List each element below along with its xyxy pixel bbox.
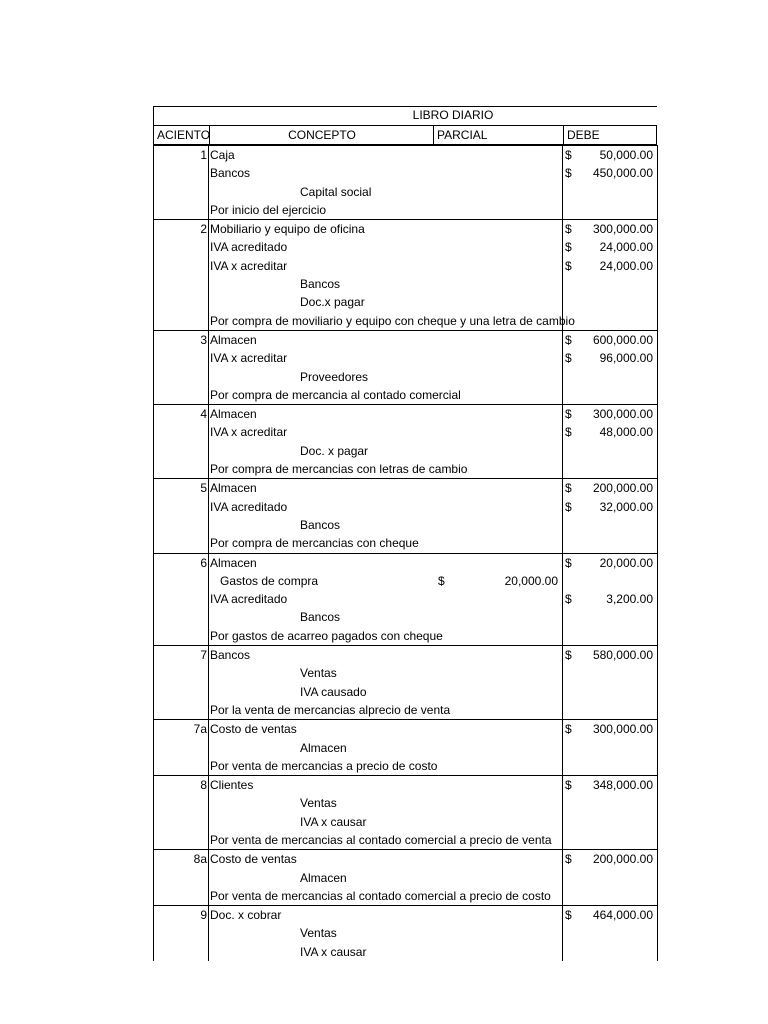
journal-row (154, 905, 657, 924)
debe-currency: $ (565, 555, 572, 570)
header-concepto: CONCEPTO (209, 126, 434, 144)
account-concept: IVA acreditado (210, 592, 288, 607)
journal-row (154, 183, 657, 201)
debe-amount: 450,000.00 (592, 166, 653, 181)
journal-row (154, 275, 657, 293)
journal-row (154, 553, 657, 572)
journal-row (154, 293, 657, 311)
account-concept: Por venta de mercancias al contado comercial a precio de venta (210, 832, 552, 847)
parcial-currency: $ (438, 573, 445, 588)
divider-right (657, 145, 658, 961)
account-concept: Por inicio del ejercicio (210, 202, 327, 217)
debe-amount: 96,000.00 (599, 351, 653, 366)
debe-amount: 300,000.00 (592, 722, 653, 737)
account-concept: Bancos (210, 166, 251, 181)
journal-row (154, 627, 657, 645)
header-asiento: ACIENTO (157, 128, 211, 142)
journal-row (154, 849, 657, 868)
journal-row (154, 386, 657, 404)
entry-number: 3 (200, 332, 207, 347)
entry-number: 7 (200, 648, 207, 663)
journal-row (154, 330, 657, 349)
journal-row (154, 423, 657, 441)
debe-currency: $ (565, 425, 572, 440)
journal-row (154, 404, 657, 423)
debe-amount: 32,000.00 (599, 499, 653, 514)
entry-number: 1 (200, 148, 207, 162)
journal-row (154, 775, 657, 794)
account-concept: Por compra de moviliario y equipo con cheque y una letra de cambio (210, 313, 575, 328)
entry-number: 6 (200, 555, 207, 570)
entry-number: 9 (200, 908, 207, 923)
journal-row (154, 943, 657, 961)
entry-number: 7a (193, 722, 207, 737)
debe-amount: 300,000.00 (592, 222, 653, 237)
debe-currency: $ (565, 240, 572, 255)
journal-row (154, 664, 657, 682)
account-concept: Por gastos de acarreo pagados con cheque (210, 628, 443, 643)
account-concept: IVA acreditado (210, 499, 288, 514)
journal-row (154, 498, 657, 516)
account-concept: Almacen (210, 407, 257, 422)
journal-title: LIBRO DIARIO (412, 108, 494, 122)
account-concept: Bancos (300, 277, 341, 292)
journal-row (154, 572, 657, 590)
journal-row (154, 719, 657, 738)
journal-row (154, 219, 657, 238)
account-concept: Almacen (210, 332, 257, 347)
journal-row (154, 757, 657, 775)
account-concept: Proveedores (300, 369, 369, 384)
journal-row (154, 590, 657, 608)
entry-number: 4 (200, 407, 207, 422)
account-concept: Bancos (210, 648, 251, 663)
journal-row (154, 368, 657, 386)
debe-amount: 348,000.00 (592, 778, 653, 793)
column-header-row (153, 125, 657, 144)
account-concept: Por compra de mercancias con letras de cambio (210, 462, 468, 477)
debe-amount: 20,000.00 (599, 555, 653, 570)
debe-amount: 3,200.00 (606, 592, 653, 607)
entry-number: 8 (200, 778, 207, 793)
journal-body (153, 144, 657, 961)
journal-row (154, 478, 657, 497)
debe-currency: $ (565, 592, 572, 607)
journal-row (154, 813, 657, 831)
account-concept: Bancos (300, 517, 341, 532)
journal-row (154, 831, 657, 849)
debe-currency: $ (565, 908, 572, 923)
debe-currency: $ (565, 778, 572, 793)
debe-currency: $ (565, 499, 572, 514)
debe-currency: $ (565, 351, 572, 366)
journal-row (154, 145, 657, 164)
journal-row (154, 460, 657, 478)
debe-currency: $ (565, 722, 572, 737)
debe-currency: $ (565, 258, 572, 273)
account-concept: Ventas (300, 796, 337, 811)
journal-row (154, 516, 657, 534)
debe-amount: 24,000.00 (599, 258, 653, 273)
debe-amount: 300,000.00 (592, 407, 653, 422)
account-concept: IVA x acreditar (210, 425, 288, 440)
account-concept: Capital social (300, 184, 372, 199)
debe-amount: 50,000.00 (599, 148, 653, 162)
debe-amount: 464,000.00 (592, 908, 653, 923)
account-concept: Por venta de mercancias a precio de costo (210, 758, 438, 773)
account-concept: Por la venta de mercancias alprecio de venta (210, 702, 451, 717)
entry-number: 2 (200, 222, 207, 237)
account-concept: Costo de ventas (210, 722, 297, 737)
account-concept: Caja (210, 148, 235, 162)
account-concept: Doc. x pagar (300, 443, 369, 458)
debe-currency: $ (565, 166, 572, 181)
account-concept: Gastos de compra (220, 573, 319, 588)
account-concept: Almacen (210, 481, 257, 496)
debe-currency: $ (565, 481, 572, 496)
journal-row (154, 683, 657, 701)
parcial-amount: 20,000.00 (504, 573, 558, 588)
debe-amount: 580,000.00 (592, 648, 653, 663)
journal-row (154, 534, 657, 552)
debe-amount: 600,000.00 (592, 332, 653, 347)
journal-row (154, 869, 657, 887)
account-concept: IVA causado (300, 684, 367, 699)
journal-row (154, 701, 657, 719)
debe-currency: $ (565, 222, 572, 237)
account-concept: Ventas (300, 666, 337, 681)
debe-amount: 24,000.00 (599, 240, 653, 255)
journal-row (154, 312, 657, 330)
debe-currency: $ (565, 852, 572, 867)
debe-currency: $ (565, 148, 572, 162)
account-concept: Clientes (210, 778, 254, 793)
debe-currency: $ (565, 407, 572, 422)
account-concept: Ventas (300, 926, 337, 941)
account-concept: Por compra de mercancia al contado comercial (210, 387, 461, 402)
account-concept: Almacen (210, 555, 257, 570)
journal-row (154, 739, 657, 757)
journal-row (154, 924, 657, 942)
entry-number: 5 (200, 481, 207, 496)
account-concept: IVA x acreditar (210, 351, 288, 366)
journal-row (154, 442, 657, 460)
debe-amount: 200,000.00 (592, 852, 653, 867)
debe-amount: 48,000.00 (599, 425, 653, 440)
account-concept: Almacen (300, 870, 347, 885)
account-concept: Mobiliario y equipo de oficina (210, 222, 365, 237)
account-concept: IVA acreditado (210, 240, 288, 255)
account-concept: Por compra de mercancias con cheque (210, 536, 419, 551)
debe-currency: $ (565, 648, 572, 663)
debe-amount: 200,000.00 (592, 481, 653, 496)
account-concept: IVA x causar (300, 814, 367, 829)
debe-currency: $ (565, 332, 572, 347)
journal-row (154, 257, 657, 275)
journal-row (154, 201, 657, 219)
header-debe: DEBE (563, 126, 657, 144)
account-concept: Costo de ventas (210, 852, 297, 867)
account-concept: Por venta de mercancias al contado comercial a precio de costo (210, 888, 551, 903)
header-parcial: PARCIAL (433, 126, 563, 144)
journal-row (154, 794, 657, 812)
journal-row (154, 645, 657, 664)
account-concept: IVA x causar (300, 944, 367, 959)
journal-row (154, 887, 657, 905)
journal-row (154, 349, 657, 367)
journal-row (154, 608, 657, 626)
journal-title-row (153, 106, 657, 125)
account-concept: Doc. x cobrar (210, 908, 282, 923)
account-concept: Bancos (300, 610, 341, 625)
journal-sheet (153, 106, 657, 961)
journal-row (154, 238, 657, 256)
account-concept: IVA x acreditar (210, 258, 288, 273)
account-concept: Doc.x pagar (300, 295, 365, 310)
account-concept: Almacen (300, 740, 347, 755)
entry-number: 8a (193, 852, 207, 867)
journal-row (154, 164, 657, 182)
